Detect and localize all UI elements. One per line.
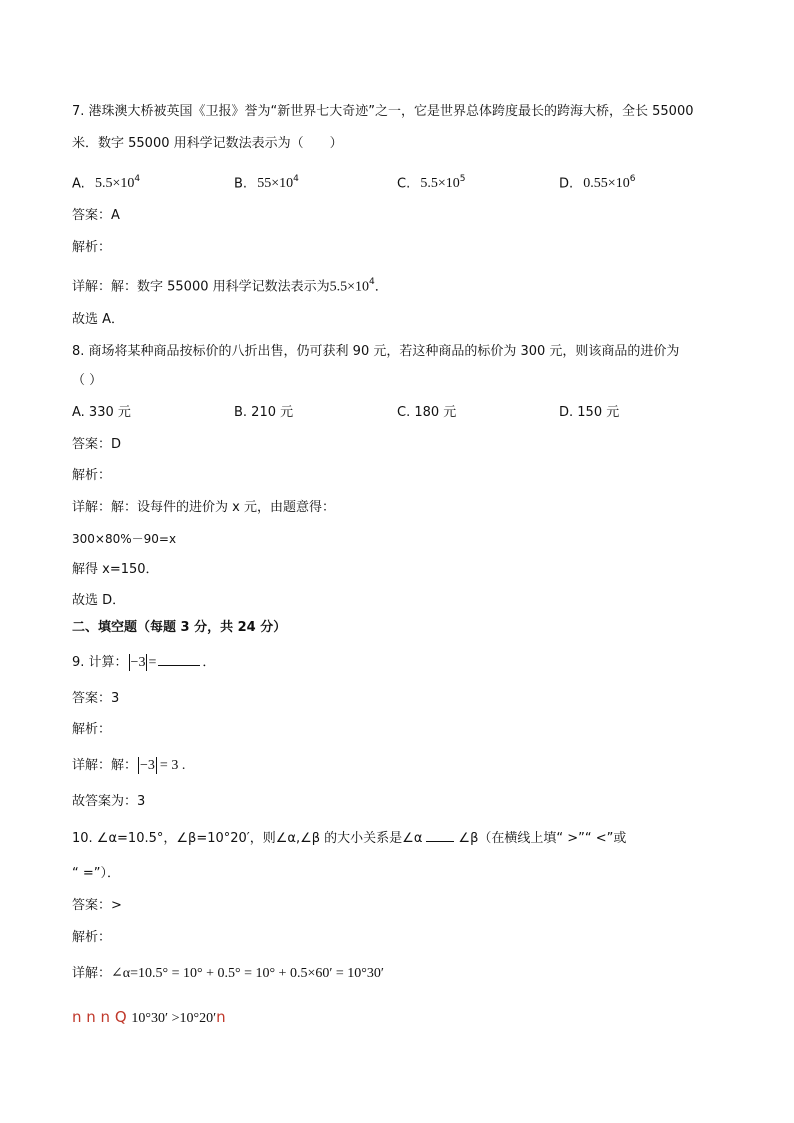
section-heading: 二、填空题（每题 3 分，共 24 分） — [72, 620, 287, 635]
q7-option-a: A. $5.5\times 10^4$ — [72, 174, 141, 192]
q7-option-d: D. $0.55\times 10^6$ — [559, 174, 636, 192]
q8-answer: 答案：D — [72, 437, 122, 452]
q8-equation: 300×80%－90=x — [72, 532, 177, 546]
q9-detail: 详解：解： −3 = 3 . — [72, 758, 186, 773]
q7-line2: 米．数字 55000 用科学记数法表示为（ ） — [72, 136, 343, 151]
q8-option-a: A. 330 元 — [72, 405, 131, 420]
answer-blank — [426, 829, 454, 842]
q10-line2: “ =”）． — [72, 866, 120, 881]
q10-analysis: 解析： — [72, 930, 112, 945]
q8-conclusion: 故选 D． — [72, 593, 126, 608]
abs-bar-left — [129, 654, 130, 671]
q10-answer: 答案：> — [72, 898, 122, 913]
q8-option-b: B. 210 元 — [234, 405, 294, 420]
q7-option-c: C. $5.5\times 10^5$ — [397, 174, 466, 192]
q7-option-b: B. $55\times 10^4$ — [234, 174, 299, 192]
q7-conclusion: 故选 A． — [72, 312, 125, 327]
q9-answer: 答案：3 — [72, 691, 120, 706]
q7-line1: 7. 港珠澳大桥被英国《卫报》誉为“新世界七大奇迹”之一，它是世界总体跨度最长的跨海大桥，全长 55000 — [72, 104, 694, 119]
q8-line1: 8. 商场将某种商品按标价的八折出售，仍可获利 90 元，若这种商品的标价为 300 元，则该商品的进价为 — [72, 344, 680, 359]
abs-bar-left — [138, 757, 139, 774]
q8-analysis: 解析： — [72, 468, 112, 483]
q8-line2: （ ） — [72, 373, 103, 388]
q9-question: 9. 计算： −3 = ． — [72, 655, 216, 670]
q10-line1: 10. ∠α=10.5°，∠β=10°20′，则∠α,∠β 的大小关系是∠α ∠β（在横线上填“ >”“ <”或 — [72, 831, 627, 846]
q10-garbled-formula: n n n Q 10°30′ >10°20′n — [72, 1008, 226, 1026]
abs-bar-right — [156, 757, 157, 774]
q8-option-d: D. 150 元 — [559, 405, 620, 420]
q7-detail: 详解：解：数字 55000 用科学记数法表示为$5.5\times 10^4$． — [72, 277, 388, 295]
q10-detail: 详解：∠α=10.5° = 10° + 0.5° = 10° + 0.5×60′ = 10°30′ — [72, 966, 384, 981]
q8-option-c: C. 180 元 — [397, 405, 457, 420]
q9-analysis: 解析： — [72, 722, 112, 737]
q7-analysis: 解析： — [72, 240, 112, 255]
q9-conclusion: 故答案为：3 — [72, 794, 146, 809]
answer-blank — [158, 653, 200, 666]
q8-detail: 详解：解：设每件的进价为 x 元，由题意得： — [72, 500, 335, 515]
q8-solve: 解得 x=150． — [72, 562, 159, 577]
q7-answer: 答案：A — [72, 208, 120, 223]
